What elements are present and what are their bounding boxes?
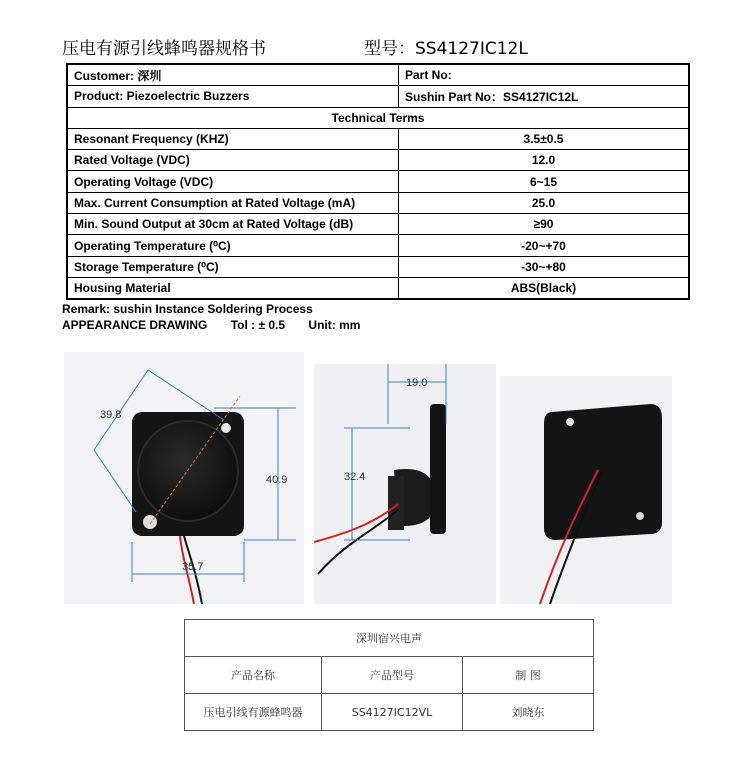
buzzer-diaphragm <box>138 421 238 521</box>
spec-value: 25.0 <box>399 192 690 213</box>
dimension-line <box>94 450 136 512</box>
table-row <box>185 620 594 657</box>
table-row <box>67 64 689 86</box>
spec-value: 12.0 <box>399 150 690 171</box>
dimension-label: 40.9 <box>266 474 288 486</box>
value-cell: 压电引线有源蜂鸣器 <box>185 694 322 731</box>
buzzer-flange <box>430 404 446 534</box>
section-heading: Technical Terms <box>67 107 689 128</box>
spec-table <box>66 63 690 300</box>
spec-label: Min. Sound Output at 30cm at Rated Voltage (dB) <box>67 214 399 235</box>
side-view-photo <box>314 364 496 604</box>
spec-label: Operating Temperature (⁰C) <box>67 235 399 256</box>
document-header <box>62 34 702 58</box>
front-view-photo <box>64 352 304 604</box>
dimension-label: 19.0 <box>406 377 428 389</box>
table-row <box>67 150 689 171</box>
black-wire <box>318 510 398 574</box>
document-title: 压电有源引线蜂鸣器规格书 <box>62 39 266 59</box>
table-row <box>67 171 689 192</box>
spec-label: Storage Temperature (⁰C) <box>67 256 399 277</box>
spec-label: Max. Current Consumption at Rated Voltage (mA) <box>67 192 399 213</box>
red-wire <box>314 504 398 542</box>
spec-value: ABS(Black) <box>399 277 690 299</box>
header-cell: 产品名称 <box>185 657 322 694</box>
back-view-photo <box>500 376 672 604</box>
value-cell: SS4127IC12VL <box>322 694 463 731</box>
back-view-drawing <box>500 376 672 604</box>
table-row <box>67 86 689 107</box>
table-row <box>67 235 689 256</box>
dimension-label: 39.8 <box>100 409 122 421</box>
info-table <box>184 619 594 731</box>
mount-hole <box>566 418 574 426</box>
unit-text: Unit: mm <box>308 318 361 332</box>
spec-value: 3.5±0.5 <box>399 128 690 149</box>
spec-label: Operating Voltage (VDC) <box>67 171 399 192</box>
mount-hole <box>143 515 157 529</box>
customer-cell: Customer: 深圳 <box>67 64 399 86</box>
tolerance-text: Tol : ± 0.5 <box>230 318 286 332</box>
value-cell: 刘晓东 <box>463 694 594 731</box>
spec-value: -30~+80 <box>399 256 690 277</box>
dimension-label: 35.7 <box>182 561 204 573</box>
table-row <box>185 694 594 731</box>
spec-label: Rated Voltage (VDC) <box>67 150 399 171</box>
company-name: 深圳宿兴电声 <box>185 620 594 657</box>
table-row <box>67 128 689 149</box>
mount-hole <box>636 512 644 520</box>
header-cell: 制 图 <box>463 657 594 694</box>
part-no-cell: Part No: <box>399 64 690 86</box>
spec-value: 6~15 <box>399 171 690 192</box>
product-cell: Product: Piezoelectric Buzzers <box>67 86 399 107</box>
table-row <box>67 192 689 213</box>
side-view-drawing <box>314 364 496 604</box>
spec-value: ≥90 <box>399 214 690 235</box>
header-cell: 产品型号 <box>322 657 463 694</box>
table-row <box>67 107 689 128</box>
front-view-drawing <box>64 352 304 604</box>
mount-hole <box>221 423 231 433</box>
table-row <box>67 256 689 277</box>
spec-label: Resonant Frequency (KHZ) <box>67 128 399 149</box>
spec-label: Housing Material <box>67 277 399 299</box>
table-row <box>67 214 689 235</box>
dimension-label: 32.4 <box>344 471 366 483</box>
buzzer-housing <box>544 404 662 540</box>
buzzer-body <box>388 476 404 530</box>
appearance-line <box>62 318 380 332</box>
spec-value: -20~+70 <box>399 235 690 256</box>
table-row <box>185 657 594 694</box>
table-row <box>67 277 689 299</box>
appearance-label: APPEARANCE DRAWING <box>62 318 208 332</box>
remark-text: Remark: sushin Instance Soldering Process <box>62 302 313 316</box>
model-number: 型号：SS4127IC12L <box>364 39 528 59</box>
sushin-part-no-cell: Sushin Part No：SS4127IC12L <box>399 86 690 107</box>
